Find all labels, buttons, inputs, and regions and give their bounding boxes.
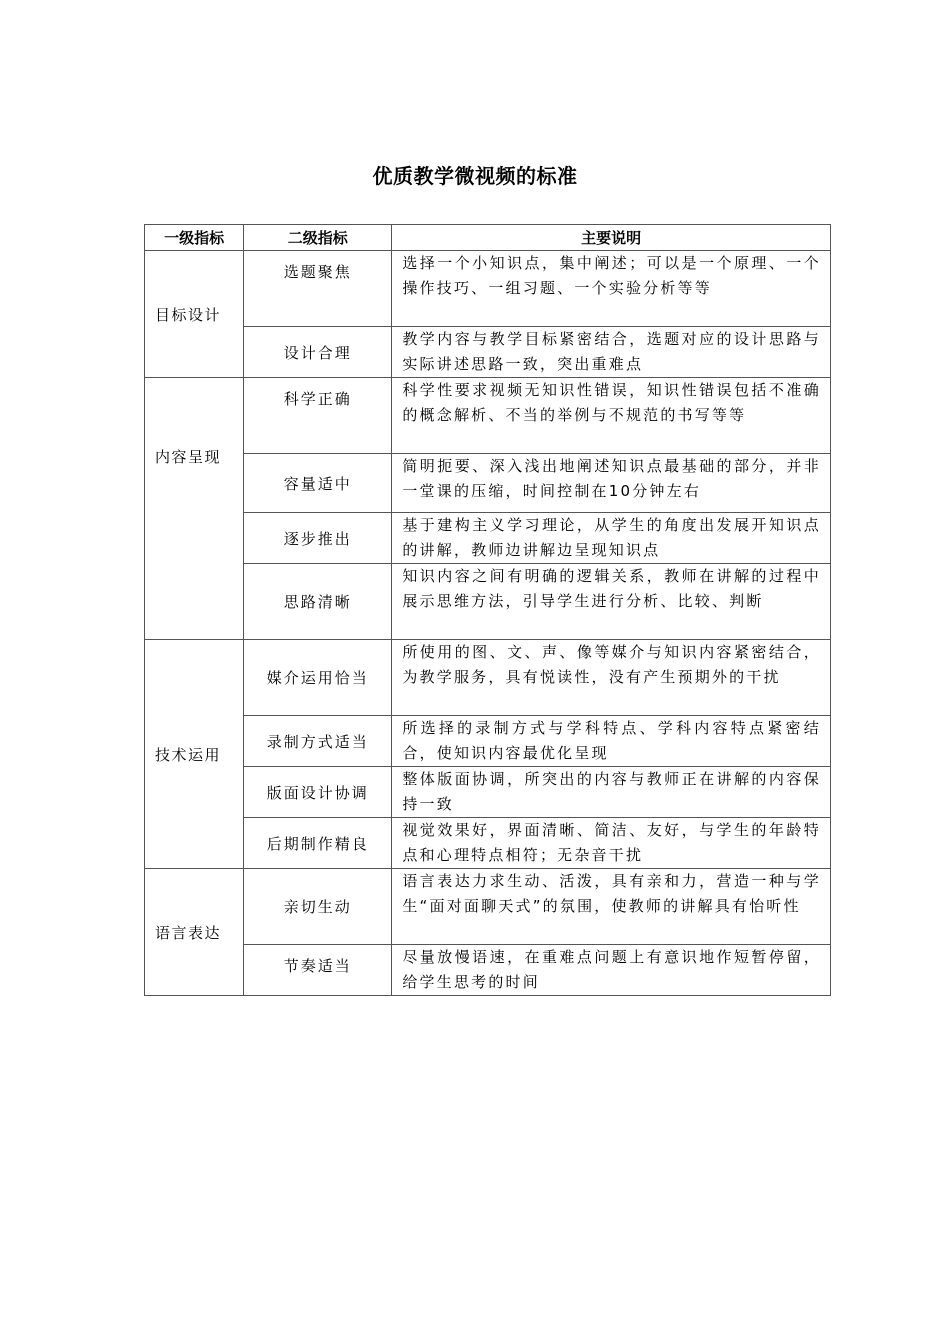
level2-cell: 录制方式适当 <box>244 716 392 767</box>
description-cell: 选择一个小知识点，集中阐述；可以是一个原理、一个操作技巧、一组习题、一个实验分析等等 <box>392 251 831 327</box>
description-cell: 尽量放慢语速，在重难点问题上有意识地作短暂停留，给学生思考的时间 <box>392 945 831 996</box>
table-row <box>145 327 831 378</box>
level1-language-expression: 语言表达 <box>145 869 244 996</box>
level1-technology-use: 技术运用 <box>145 640 244 869</box>
level2-cell: 容量适中 <box>244 454 392 513</box>
table-row <box>145 454 831 513</box>
level2-cell: 设计合理 <box>244 327 392 378</box>
level1-content-presentation: 内容呈现 <box>145 378 244 640</box>
table-row <box>145 564 831 640</box>
table-row <box>145 640 831 716</box>
description-cell: 科学性要求视频无知识性错误，知识性错误包括不准确的概念解析、不当的举例与不规范的书写等等 <box>392 378 831 454</box>
header-description: 主要说明 <box>392 225 831 251</box>
level2-cell: 选题聚焦 <box>244 251 392 327</box>
level2-cell: 节奏适当 <box>244 945 392 996</box>
standards-table <box>144 224 831 996</box>
description-cell: 语言表达力求生动、活泼，具有亲和力，营造一种与学生“面对面聊天式”的氛围，使教师的讲解具有怡听性 <box>392 869 831 945</box>
table-row <box>145 945 831 996</box>
level2-cell: 亲切生动 <box>244 869 392 945</box>
level2-cell: 科学正确 <box>244 378 392 454</box>
table-row <box>145 716 831 767</box>
description-cell: 整体版面协调，所突出的内容与教师正在讲解的内容保持一致 <box>392 767 831 818</box>
header-level1: 一级指标 <box>145 225 244 251</box>
level2-cell: 逐步推出 <box>244 513 392 564</box>
description-cell: 简明扼要、深入浅出地阐述知识点最基础的部分，并非一堂课的压缩，时间控制在10分钟左右 <box>392 454 831 513</box>
table-row <box>145 251 831 327</box>
description-cell: 所选择的录制方式与学科特点、学科内容特点紧密结合，使知识内容最优化呈现 <box>392 716 831 767</box>
description-cell: 视觉效果好，界面清晰、简洁、友好，与学生的年龄特点和心理特点相符；无杂音干扰 <box>392 818 831 869</box>
level2-cell: 媒介运用恰当 <box>244 640 392 716</box>
table-row <box>145 818 831 869</box>
description-cell: 所使用的图、文、声、像等媒介与知识内容紧密结合，为教学服务，具有悦读性，没有产生预期外的干扰 <box>392 640 831 716</box>
description-cell: 基于建构主义学习理论，从学生的角度出发展开知识点的讲解，教师边讲解边呈现知识点 <box>392 513 831 564</box>
header-level2: 二级指标 <box>244 225 392 251</box>
description-cell: 知识内容之间有明确的逻辑关系，教师在讲解的过程中展示思维方法，引导学生进行分析、比较、判断 <box>392 564 831 640</box>
table-row <box>145 767 831 818</box>
table-row <box>145 378 831 454</box>
level2-cell: 思路清晰 <box>244 564 392 640</box>
table-header-row <box>145 225 831 251</box>
description-cell: 教学内容与教学目标紧密结合，选题对应的设计思路与实际讲述思路一致，突出重难点 <box>392 327 831 378</box>
table-row <box>145 513 831 564</box>
level1-goal-design: 目标设计 <box>145 251 244 378</box>
table-row <box>145 869 831 945</box>
level2-cell: 后期制作精良 <box>244 818 392 869</box>
level2-cell: 版面设计协调 <box>244 767 392 818</box>
page-title: 优质教学微视频的标准 <box>372 164 578 188</box>
